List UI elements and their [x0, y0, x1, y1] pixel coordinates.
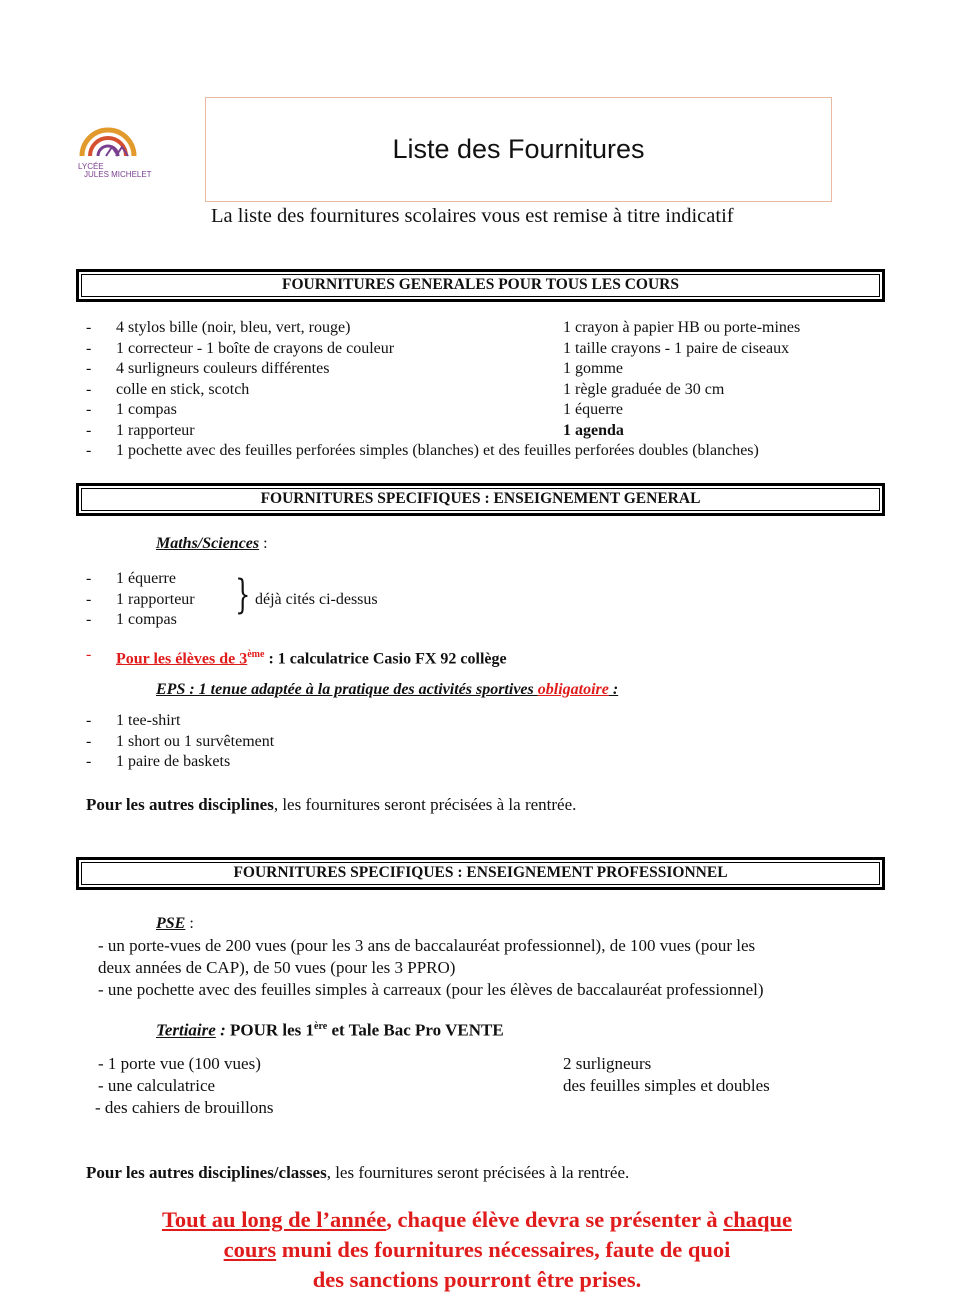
list-item: 1 compas	[116, 401, 177, 418]
other-disciplines-bold: Pour les autres disciplines	[86, 795, 274, 814]
other-disciplines-text: , les fournitures seront précisées à la rentrée.	[273, 795, 577, 814]
maths-label-text: Maths/Sciences	[156, 535, 260, 552]
title-box	[205, 97, 832, 202]
logo-text-1: LYCÉE	[78, 162, 104, 171]
list-item: - 1 porte vue (100 vues)	[98, 1054, 261, 1073]
pse-colon: :	[185, 915, 194, 932]
calculator-model: : 1 calculatrice Casio FX 92 collège	[264, 650, 507, 668]
pse-label-text: PSE	[156, 915, 186, 932]
list-item: 1 équerre	[116, 570, 176, 587]
logo-text-2: JULES MICHELET	[84, 170, 152, 179]
list-item: 1 règle graduée de 30 cm	[563, 380, 725, 398]
list-item: - une calculatrice	[98, 1076, 216, 1095]
list-item-agenda: 1 agenda	[563, 421, 624, 439]
list-item: 1 équerre	[563, 401, 623, 418]
brace-icon: }	[235, 572, 251, 618]
logo-arc-icon	[78, 120, 138, 160]
pse-line: - une pochette avec des feuilles simples à carreaux (pour les élèves de baccalauréat professionnel)	[98, 980, 764, 999]
list-item: 1 rapporteur	[116, 421, 195, 439]
section-general-heading-text: FOURNITURES GENERALES POUR TOUS LES COURS	[282, 276, 679, 293]
list-item: 1 short ou 1 survêtement	[116, 732, 275, 750]
tertiaire-sup: ère	[314, 1021, 328, 1032]
bullet-dash: -	[86, 570, 92, 587]
subtitle: La liste des fournitures scolaires vous est remise à titre indicatif	[211, 205, 734, 227]
calculator-prefix: Pour les élèves de 3	[116, 650, 248, 668]
list-item: 4 stylos bille (noir, bleu, vert, rouge)	[116, 319, 351, 336]
bullet-dash: -	[86, 319, 92, 336]
eps-required: obligatoire	[537, 681, 609, 698]
other-classes-note	[86, 1163, 629, 1184]
section-specific-general-heading-text: FOURNITURES SPECIFIQUES : ENSEIGNEMENT GENERAL	[260, 490, 701, 507]
eps-colon: :	[608, 681, 619, 698]
calculator-line	[0, 645, 954, 667]
pse-lines	[98, 935, 764, 1001]
list-item: 1 rapporteur	[116, 590, 195, 608]
warning-underlined: Tout au long de l’année	[161, 1207, 387, 1232]
warning-text: , chaque élève devra se présenter à	[386, 1207, 724, 1232]
bullet-dash: -	[86, 590, 92, 608]
list-item: des feuilles simples et doubles	[563, 1076, 770, 1095]
list-item: colle en stick, scotch	[116, 380, 250, 398]
school-logo	[78, 120, 158, 200]
pse-line: deux années de CAP), de 50 vues (pour les 3 PPRO)	[98, 958, 456, 977]
tertiaire-label-text: Tertiaire	[156, 1020, 216, 1040]
list-item: 4 surligneurs couleurs différentes	[116, 360, 330, 377]
warning-line-2	[0, 1235, 954, 1265]
list-item: 1 crayon à papier HB ou porte-mines	[563, 319, 801, 336]
bullet-dash: -	[86, 712, 92, 729]
tertiaire-list	[0, 1053, 954, 1123]
warning-underlined: chaque	[723, 1207, 792, 1232]
bullet-dash: -	[86, 646, 92, 663]
maths-colon: :	[259, 535, 268, 552]
bullet-dash: -	[86, 401, 92, 418]
bullet-dash: -	[86, 611, 92, 628]
bullet-dash: -	[86, 339, 92, 357]
list-item: 1 correcteur - 1 boîte de crayons de couleur	[116, 339, 395, 357]
calculator-sup: ème	[247, 649, 265, 660]
list-item: 2 surligneurs	[563, 1054, 652, 1073]
other-disciplines-note	[86, 795, 576, 816]
warning-underlined: cours	[223, 1237, 277, 1262]
bullet-dash: -	[86, 753, 92, 770]
tertiaire-colon: :	[215, 1020, 230, 1040]
list-item: 1 pochette avec des feuilles perforées simples (blanches) et des feuilles perforées doubles (blanches)	[116, 442, 759, 459]
section-general-heading	[76, 269, 885, 302]
tertiaire-text: POUR les 1	[230, 1020, 315, 1040]
list-item: 1 paire de baskets	[116, 753, 231, 770]
section-specific-pro-heading	[76, 857, 885, 890]
list-item: 1 tee-shirt	[116, 712, 181, 729]
warning-line-1	[0, 1205, 954, 1235]
maths-list	[0, 569, 954, 631]
bullet-dash: -	[86, 380, 92, 398]
eps-label	[156, 680, 618, 701]
tertiaire-label	[156, 1017, 504, 1041]
eps-list	[0, 711, 954, 773]
other-classes-text: , les fournitures seront précisées à la rentrée.	[326, 1163, 630, 1182]
warning-text: muni des fournitures nécessaires, faute de quoi	[276, 1237, 731, 1262]
maths-label	[156, 534, 268, 555]
list-item: 1 taille crayons - 1 paire de ciseaux	[563, 339, 790, 357]
maths-note: déjà cités ci-dessus	[255, 591, 378, 608]
general-supplies-list	[0, 318, 954, 468]
warning-line-3: des sanctions pourront être prises.	[312, 1267, 642, 1292]
section-specific-general-heading	[76, 483, 885, 516]
bullet-dash: -	[86, 421, 92, 439]
bullet-dash: -	[86, 360, 92, 377]
list-item: - des cahiers de brouillons	[95, 1098, 274, 1117]
eps-label-text: EPS : 1 tenue adaptée à la pratique des activités sportives	[156, 681, 538, 698]
pse-line: - un porte-vues de 200 vues (pour les 3 ans de baccalauréat professionnel), de 100 vues (pour les	[98, 936, 756, 955]
tertiaire-text-2: et Tale Bac Pro VENTE	[327, 1020, 504, 1040]
bullet-dash: -	[86, 732, 92, 750]
section-specific-pro-heading-text: FOURNITURES SPECIFIQUES : ENSEIGNEMENT PROFESSIONNEL	[233, 864, 728, 881]
list-item: 1 compas	[116, 611, 177, 628]
pse-label	[156, 914, 194, 935]
other-classes-bold: Pour les autres disciplines/classes	[86, 1163, 327, 1182]
calculator-text	[116, 645, 507, 670]
bullet-dash: -	[86, 442, 92, 459]
list-item: 1 gomme	[563, 360, 623, 377]
page-title: Liste des Fournitures	[392, 134, 645, 164]
